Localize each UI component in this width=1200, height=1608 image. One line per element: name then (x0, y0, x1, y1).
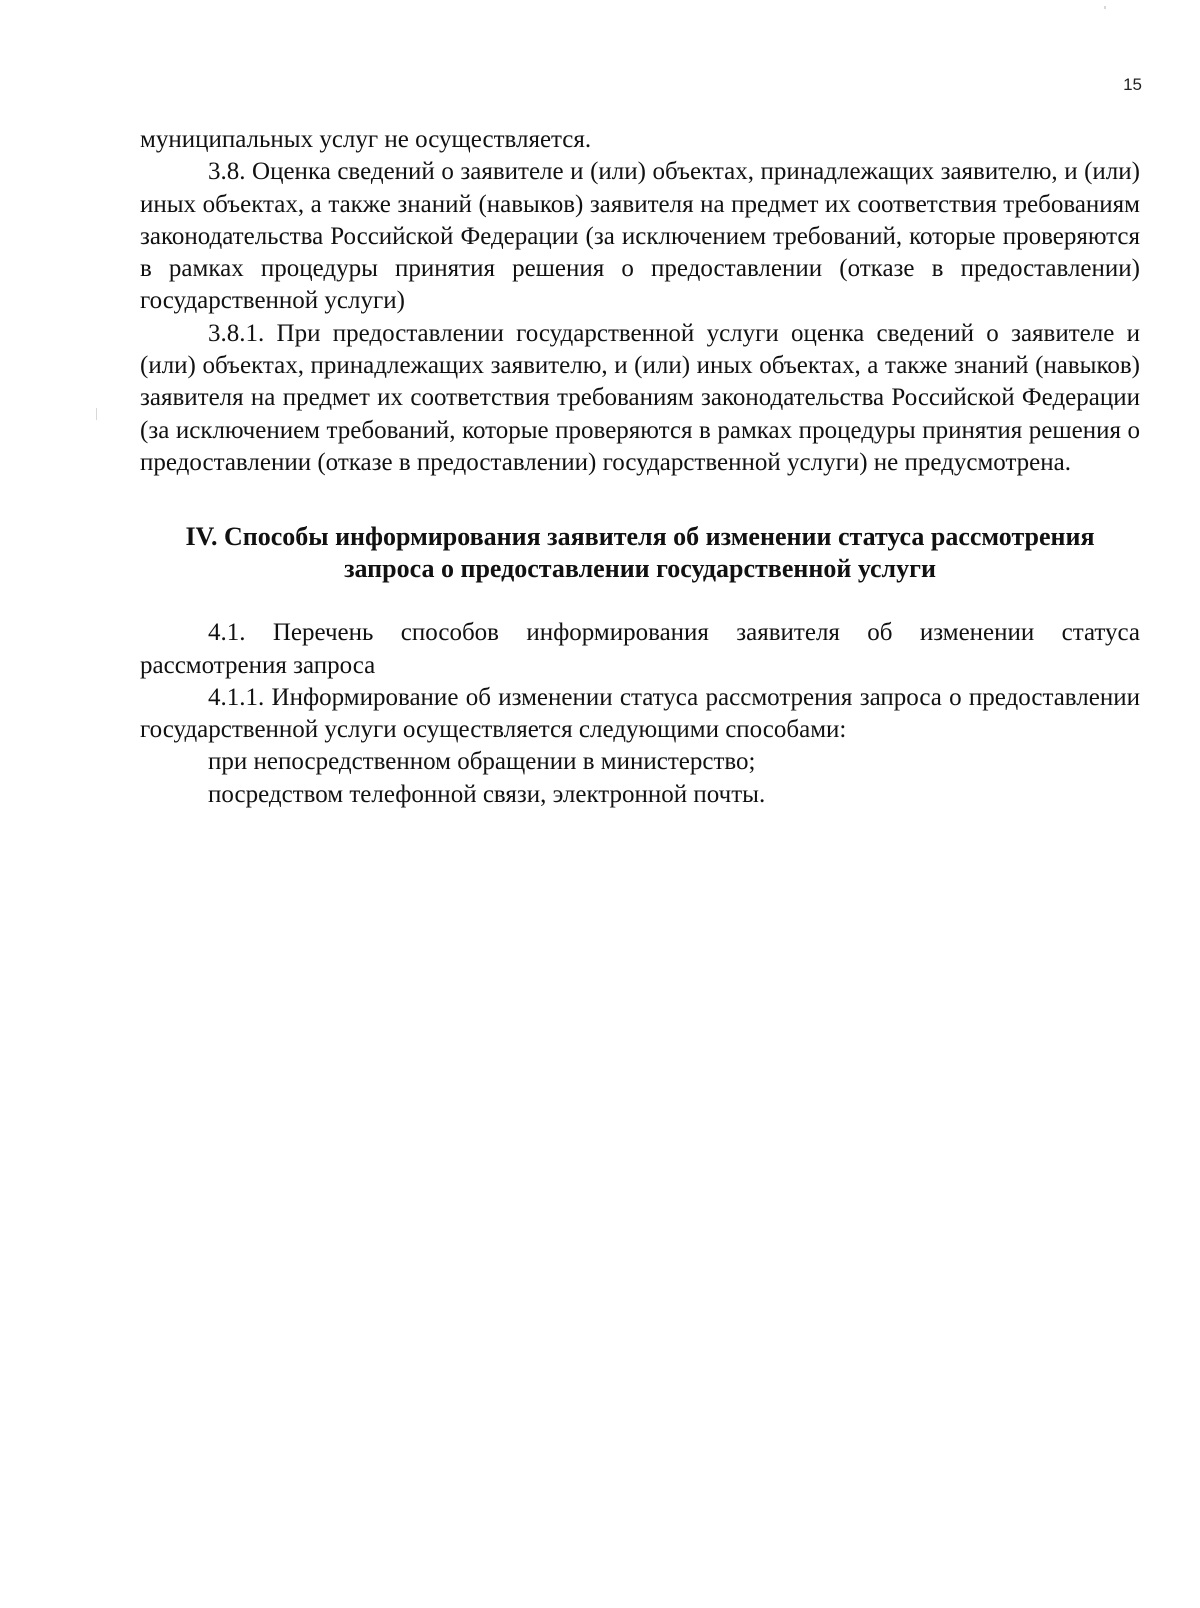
paragraph-continuation: муниципальных услуг не осуществляется. (140, 126, 592, 153)
paragraph-3-8: 3.8. Оценка сведений о заявителе и (или) объектах, принадлежащих заявителю, и (или) иных объектах, а также знаний (навыков) заявителя на предмет их соответствия требованиям законодательства Российской Федерации (за исключением требований, которые проверяются в рамках процедуры принятия решения о предоставлении (отказе в предоставлении) государственной услуги) (140, 158, 1140, 315)
document-body (140, 124, 1140, 811)
list-item: посредством телефонной связи, электронной почты. (208, 780, 766, 808)
section-heading-line-1: IV. Способы информирования заявителя об изменении статуса рассмотрения (185, 522, 1095, 552)
paragraph-3-8-1: 3.8.1. При предоставлении государственной услуги оценка сведений о заявителе и (или) объектах, принадлежащих заявителю, и (или) иных объектах, а также знаний (навыков) заявителя на предмет их соответствия требованиям законодательства Российской Федерации (за исключением требований, которые проверяются в рамках процедуры принятия решения о предоставлении (отказе в предоставлении) государственной услуги) не предусмотрена. (140, 319, 1140, 476)
paragraph-4-1: 4.1. Перечень способов информирования заявителя об изменении статуса рассмотрения запроса (140, 619, 1140, 679)
list-item: при непосредственном обращении в министерство; (208, 748, 756, 776)
section-heading (140, 521, 1140, 585)
scan-mark-top (1104, 6, 1106, 9)
page-number: 15 (1123, 75, 1142, 94)
paragraph-4-1-1: 4.1.1. Информирование об изменении статуса рассмотрения запроса о предоставлении государственной услуги осуществляется следующими способами: (140, 683, 1140, 744)
scan-mark-left (96, 408, 97, 420)
section-heading-line-2: запроса о предоставлении государственной услуги (344, 554, 936, 584)
